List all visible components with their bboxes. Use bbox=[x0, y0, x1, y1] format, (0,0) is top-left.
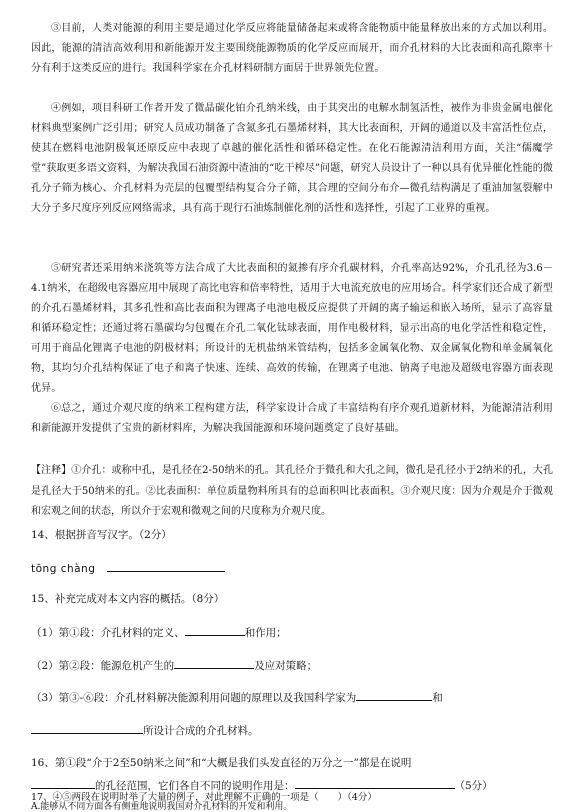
item-1-text-b: 和作用； bbox=[244, 627, 287, 639]
item-2-text-a: （2）第②段：能源危机产生的 bbox=[31, 660, 175, 672]
item-2-text-b: 及应对策略； bbox=[254, 660, 318, 672]
answer-blank[interactable] bbox=[31, 776, 95, 789]
paragraph-6: ⑥总之，通过介观尺度的纳米工程构建方法，科学家设计合成了丰富结构有序介观孔道新材料，为能源清洁利用和新能源开发提供了宝贵的新材料库，为解决我国能源和环境问题奠定了良好基础。 bbox=[31, 403, 553, 434]
paragraph-5: ⑤研究者还采用纳米浇筑等方法合成了大比表面积的氮掺有序介孔碳材料，介孔率高达92%，介孔孔径为3.6－4.1纳米，在超级电容器应用中展现了高比电容和倍率特性，适用于大电流充放电的应用场合。科学家们还合成了新型的介孔石墨烯材料，其多孔性和高比表面积为锂离子电池电极反应提供了开阔的离子输运和嵌入场所，显示了高容量和循环稳定性；还通过将石墨碳均匀包覆在介孔二氧化钛球表面，用作电极材料，显示出高的电化学活性和稳定性，可用于商品化锂离子电池的阴极材料；所设计的无机盐纳米管结构，包括多金属氧化物、双金属氧化物和单金属氧化物，其均匀介孔结构保证了电子和离子快速、连续、高效的传输，在锂离子电池、钠离子电池及超级电容器方面表现优异。 bbox=[31, 263, 553, 394]
answer-blank[interactable] bbox=[107, 559, 225, 572]
question-15-item-3 bbox=[31, 688, 553, 706]
option-a-text: A.能够从不同方面各有侧重地说明我国对介孔材料的开发和利用。 bbox=[31, 802, 293, 812]
question-14 bbox=[31, 527, 553, 543]
question-17-text: 17、④⑤两段在说明时举了大量的例子，对此理解不正确的一项是（ ）（4分） bbox=[31, 792, 377, 803]
answer-blank[interactable] bbox=[185, 623, 245, 636]
question-15-item-1 bbox=[31, 623, 553, 641]
question-16-points: （5分） bbox=[454, 780, 493, 792]
question-14-answer-row bbox=[31, 559, 553, 577]
question-14-text: 14、根据拼音写汉字。（2分） bbox=[31, 529, 172, 541]
answer-blank[interactable] bbox=[295, 776, 455, 789]
answer-blank[interactable] bbox=[174, 656, 254, 669]
question-16-text-2: 的孔径范围，它们各自不同的说明作用是： bbox=[95, 780, 295, 792]
item-3-text-c: 所设计合成的介孔材料。 bbox=[143, 725, 259, 737]
answer-blank[interactable] bbox=[356, 688, 432, 701]
question-15-text: 15、补充完成对本文内容的概括。（8分） bbox=[31, 593, 225, 605]
item-1-text-a: （1）第①段：介孔材料的定义、 bbox=[31, 627, 185, 639]
answer-blank[interactable] bbox=[31, 721, 143, 734]
question-15 bbox=[31, 591, 553, 607]
annotation-note: 【注释】①介孔：或称中孔，是孔径在2-50纳米的孔。其孔径介于微孔和大孔之间，微孔是孔径小于2纳米的孔，大孔是孔径大于50纳米的孔。②比表面积：单位质量物料所具有的总面积叫比表面积。③介观尺度：因为介观是介于微观和宏观之间的状态，所以介于宏观和微观之间的尺度称为介观尺度。 bbox=[31, 465, 553, 517]
question-15-item-2 bbox=[31, 656, 553, 674]
item-3-text-b: 和 bbox=[432, 692, 443, 704]
question-15-item-3-cont bbox=[31, 721, 553, 739]
question-17-option-a[interactable] bbox=[31, 803, 553, 812]
paragraph-4: ④例如，项目科研工作者开发了微晶碳化铂介孔纳米线，由于其突出的电解水制氢活性，被作为非贵金属电催化材料典型案例广泛引用；研究人员成功制备了含氮多孔石墨烯材料，其大比表面积，开阔的通道以及丰富活性位点，使其在燃料电池阴极氧还原反应中表现了卓越的催化活性和循环稳定性。在化石能源清洁利用方面，关注“儒魔学堂”获取更多语文资料，为解决我国石油资源中渣油的“吃干榨尽”问题，研究人员设计了一种以具有优异催化性能的微孔分子筛为核心、介孔材料为壳层的包覆型结构复合分子筛，其合理的空间分布介—微孔结构满足了重油加氢裂解中大分子多尺度序列反应网络需求，具有高于现行石油炼制催化剂的活性和选择性，引起了工业界的重视。 bbox=[31, 103, 553, 214]
question-16 bbox=[31, 755, 553, 771]
question-16-text: 16、第①段“介于2至50纳米之间”和“大概是我们头发直径的万分之一”都是在说明 bbox=[31, 757, 412, 769]
item-3-text-a: （3）第③-⑥段：介孔材料解决能源利用问题的原理以及我国科学家为 bbox=[31, 692, 357, 704]
pinyin-prompt: tōng chàng bbox=[31, 563, 96, 575]
paragraph-3: ③目前，人类对能源的利用主要是通过化学反应将能量储备起来或将含能物质中能量释放出来的方式加以利用。因此，能源的清洁高效利用和新能源开发主要围绕能源物质的化学反应而展开，而介孔材料的大比表面和高孔隙率十分有利于这类反应的进行。我国科学家在介孔材料研制方面居于世界领先位置。 bbox=[31, 23, 553, 74]
